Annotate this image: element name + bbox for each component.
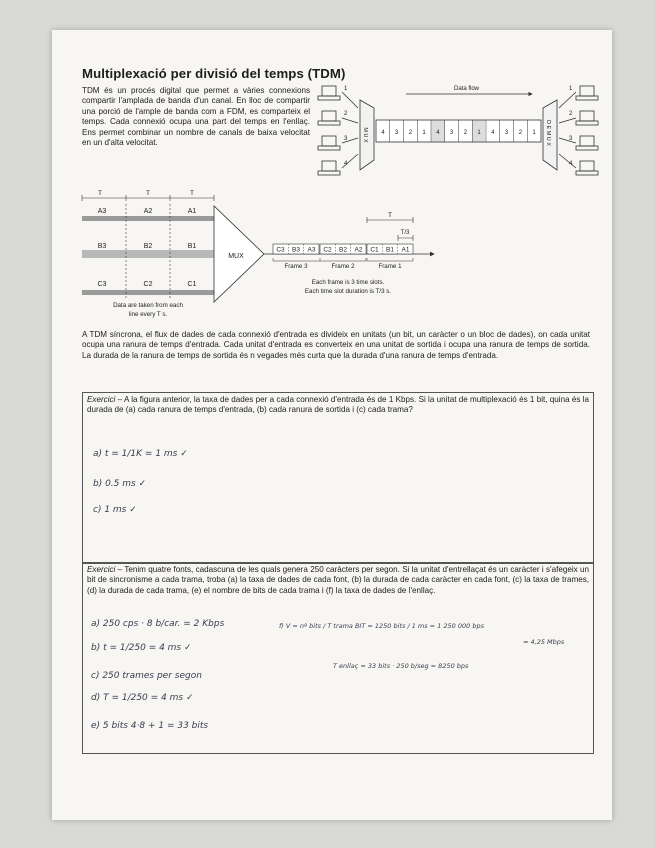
cell-c1: C1 bbox=[187, 281, 197, 288]
slot-5: 4 bbox=[436, 130, 440, 136]
cell-a1: A1 bbox=[187, 208, 197, 215]
demux-box-label: D E M U X bbox=[545, 120, 551, 146]
slot-10: 3 bbox=[504, 130, 509, 136]
exercise-1-box bbox=[82, 392, 594, 564]
frame2-c2: C2 bbox=[323, 246, 332, 254]
slot-8: 1 bbox=[477, 130, 481, 136]
frame-t-label: T bbox=[388, 212, 392, 219]
input-caption-line-2: line every T s. bbox=[128, 311, 168, 318]
frame-note-line-1: Each frame is 3 time slots. bbox=[311, 279, 385, 286]
exercise-2-text: – Tenim quatre fonts, cadascuna de les quals genera 250 caràcters per segon. Si la unitat d'entrellaçat és un caràcter i s'afegeix un bit de sincronisme a cada trama, troba (a) la taxa de dades de cada font, (b) la durada de cada caràcter en cada font, (c) la taxa de trames, (d) la durada de cada trama, (e) el nombre de bits de cada trama i (f) la taxa de dades de l'enllaç. bbox=[87, 565, 589, 595]
exercise-2-answer-f-link: T enllaç = 33 bits · 250 b/seg = 8250 bps bbox=[333, 662, 469, 670]
frame-label-1: Frame 1 bbox=[378, 263, 402, 270]
frame-label-2: Frame 2 bbox=[331, 263, 355, 270]
link-slots bbox=[376, 120, 541, 142]
slot-4: 1 bbox=[422, 130, 426, 136]
mux-label: MUX bbox=[228, 253, 244, 260]
cell-b1: B1 bbox=[187, 243, 197, 250]
cell-b3: B3 bbox=[97, 243, 107, 250]
frame2-b2: B2 bbox=[339, 246, 347, 254]
exercise-1-answer-a: a) t = 1/1K = 1 ms ✓ bbox=[93, 449, 188, 459]
exercise-1-text: – A la figura anterior, la taxa de dades per a cada connexió d'entrada és de 1 Kbps. Si la unitat de multiplexació és 1 bit, quina és la durada de (a) cada ranura de temps d'entrada, (b) cada ranura de sortida i (c) cada trama? bbox=[87, 395, 589, 415]
slot-12: 1 bbox=[532, 130, 536, 136]
exercise-2-answer-c: c) 250 trames per segon bbox=[91, 671, 202, 681]
frame-period-marker bbox=[367, 217, 413, 241]
exercise-2-answer-a: a) 250 cps · 8 b/car. = 2 Kbps bbox=[91, 619, 225, 629]
exercise-2-answer-b: b) t = 1/250 = 4 ms ✓ bbox=[91, 643, 192, 653]
input-caption-line-1: Data are taken from each bbox=[113, 302, 183, 309]
cell-a2: A2 bbox=[143, 208, 153, 215]
slot-7: 2 bbox=[463, 130, 468, 136]
input-number-4: 4 bbox=[344, 161, 348, 167]
frame2-a2: A2 bbox=[354, 246, 363, 254]
slot-9: 4 bbox=[491, 130, 495, 136]
input-number-1: 1 bbox=[344, 86, 348, 92]
exercise-1-question bbox=[83, 393, 593, 418]
output-number-1: 1 bbox=[569, 86, 573, 92]
frame3-b3: B3 bbox=[292, 246, 300, 254]
frame-t3-label: T/3 bbox=[400, 230, 410, 236]
slot-11: 2 bbox=[518, 130, 523, 136]
data-flow-label: Data flow bbox=[454, 86, 480, 92]
frame3-a3: A3 bbox=[307, 246, 316, 254]
frame1-c1: C1 bbox=[370, 246, 379, 254]
output-number-3: 3 bbox=[569, 136, 573, 142]
page-title: Multiplexació per divisió del temps (TDM) bbox=[82, 66, 346, 81]
cell-c2: C2 bbox=[143, 281, 153, 288]
exercise-2-answer-e: e) 5 bits 4·8 + 1 = 33 bits bbox=[91, 721, 209, 731]
exercise-1-answer-c: c) 1 ms ✓ bbox=[93, 505, 137, 515]
period-label-1: T bbox=[98, 190, 102, 197]
tdm-sync-paragraph: A TDM síncrona, el flux de dades de cada connexió d'entrada es divideix en unitats (un bit, un caràcter o un bloc de dades), on cada unitat ocupa una ranura de temps d'entrada. Cada unitat d'entrada es converteix en una unitat de sortida i ocupa una ranura de temps de sortida. La durada de la ranura de temps de sortida és n vegades més curta que la durada d'una ranura de temps d'entrada. bbox=[82, 330, 590, 360]
input-computers bbox=[318, 86, 358, 175]
frame1-a1: A1 bbox=[401, 246, 410, 254]
tdm-overview-diagram bbox=[314, 78, 604, 188]
cell-b2: B2 bbox=[143, 243, 153, 250]
slot-2: 3 bbox=[394, 130, 399, 136]
exercise-2-answer-f-approx: ≈ 4,25 Mbps bbox=[523, 638, 565, 646]
document-page bbox=[52, 30, 612, 820]
mux-box-label: M U X bbox=[362, 127, 368, 143]
frame-label-3: Frame 3 bbox=[284, 263, 308, 270]
input-number-3: 3 bbox=[344, 136, 348, 142]
output-frames bbox=[273, 244, 413, 254]
input-row-c bbox=[82, 281, 214, 295]
period-label-3: T bbox=[190, 190, 194, 197]
input-row-a bbox=[82, 208, 214, 221]
frame-note-line-2: Each time slot duration is T/3 s. bbox=[304, 288, 392, 295]
slot-6: 3 bbox=[449, 130, 454, 136]
exercise-2-label: Exercici bbox=[87, 565, 116, 574]
slot-3: 2 bbox=[408, 130, 413, 136]
output-number-4: 4 bbox=[569, 161, 573, 167]
exercise-2-answer-f: f) V = nº bits / T trama BIT = 1250 bits / 1 ms = 1 250 000 bps bbox=[279, 622, 484, 630]
cell-c3: C3 bbox=[97, 281, 107, 288]
intro-paragraph: TDM és un procés digital que permet a vàries connexions compartir l'amplada de banda d'un canal. En lloc de compartir una porció de l'ample de banda com a FDM, es comparteix el temps. Cada connexió ocupa una part del temps en l'enllaç. Ens permet combinar un nombre de canals de baixa velocitat en un d'alta velocitat. bbox=[82, 86, 310, 148]
frame3-c3: C3 bbox=[276, 246, 285, 254]
input-number-2: 2 bbox=[344, 111, 348, 117]
period-label-2: T bbox=[146, 190, 150, 197]
exercise-1-answer-b: b) 0.5 ms ✓ bbox=[93, 479, 147, 489]
exercise-2-box bbox=[82, 562, 594, 754]
synchronous-tdm-diagram bbox=[80, 186, 470, 326]
slot-1: 4 bbox=[381, 130, 385, 136]
exercise-2-question bbox=[83, 563, 593, 598]
cell-a3: A3 bbox=[97, 208, 107, 215]
input-row-b bbox=[82, 243, 214, 258]
exercise-1-label: Exercici bbox=[87, 395, 116, 404]
exercise-2-answer-d: d) T = 1/250 = 4 ms ✓ bbox=[91, 693, 194, 703]
output-computers bbox=[559, 86, 598, 175]
frame1-b1: B1 bbox=[386, 246, 394, 254]
output-number-2: 2 bbox=[569, 111, 573, 117]
